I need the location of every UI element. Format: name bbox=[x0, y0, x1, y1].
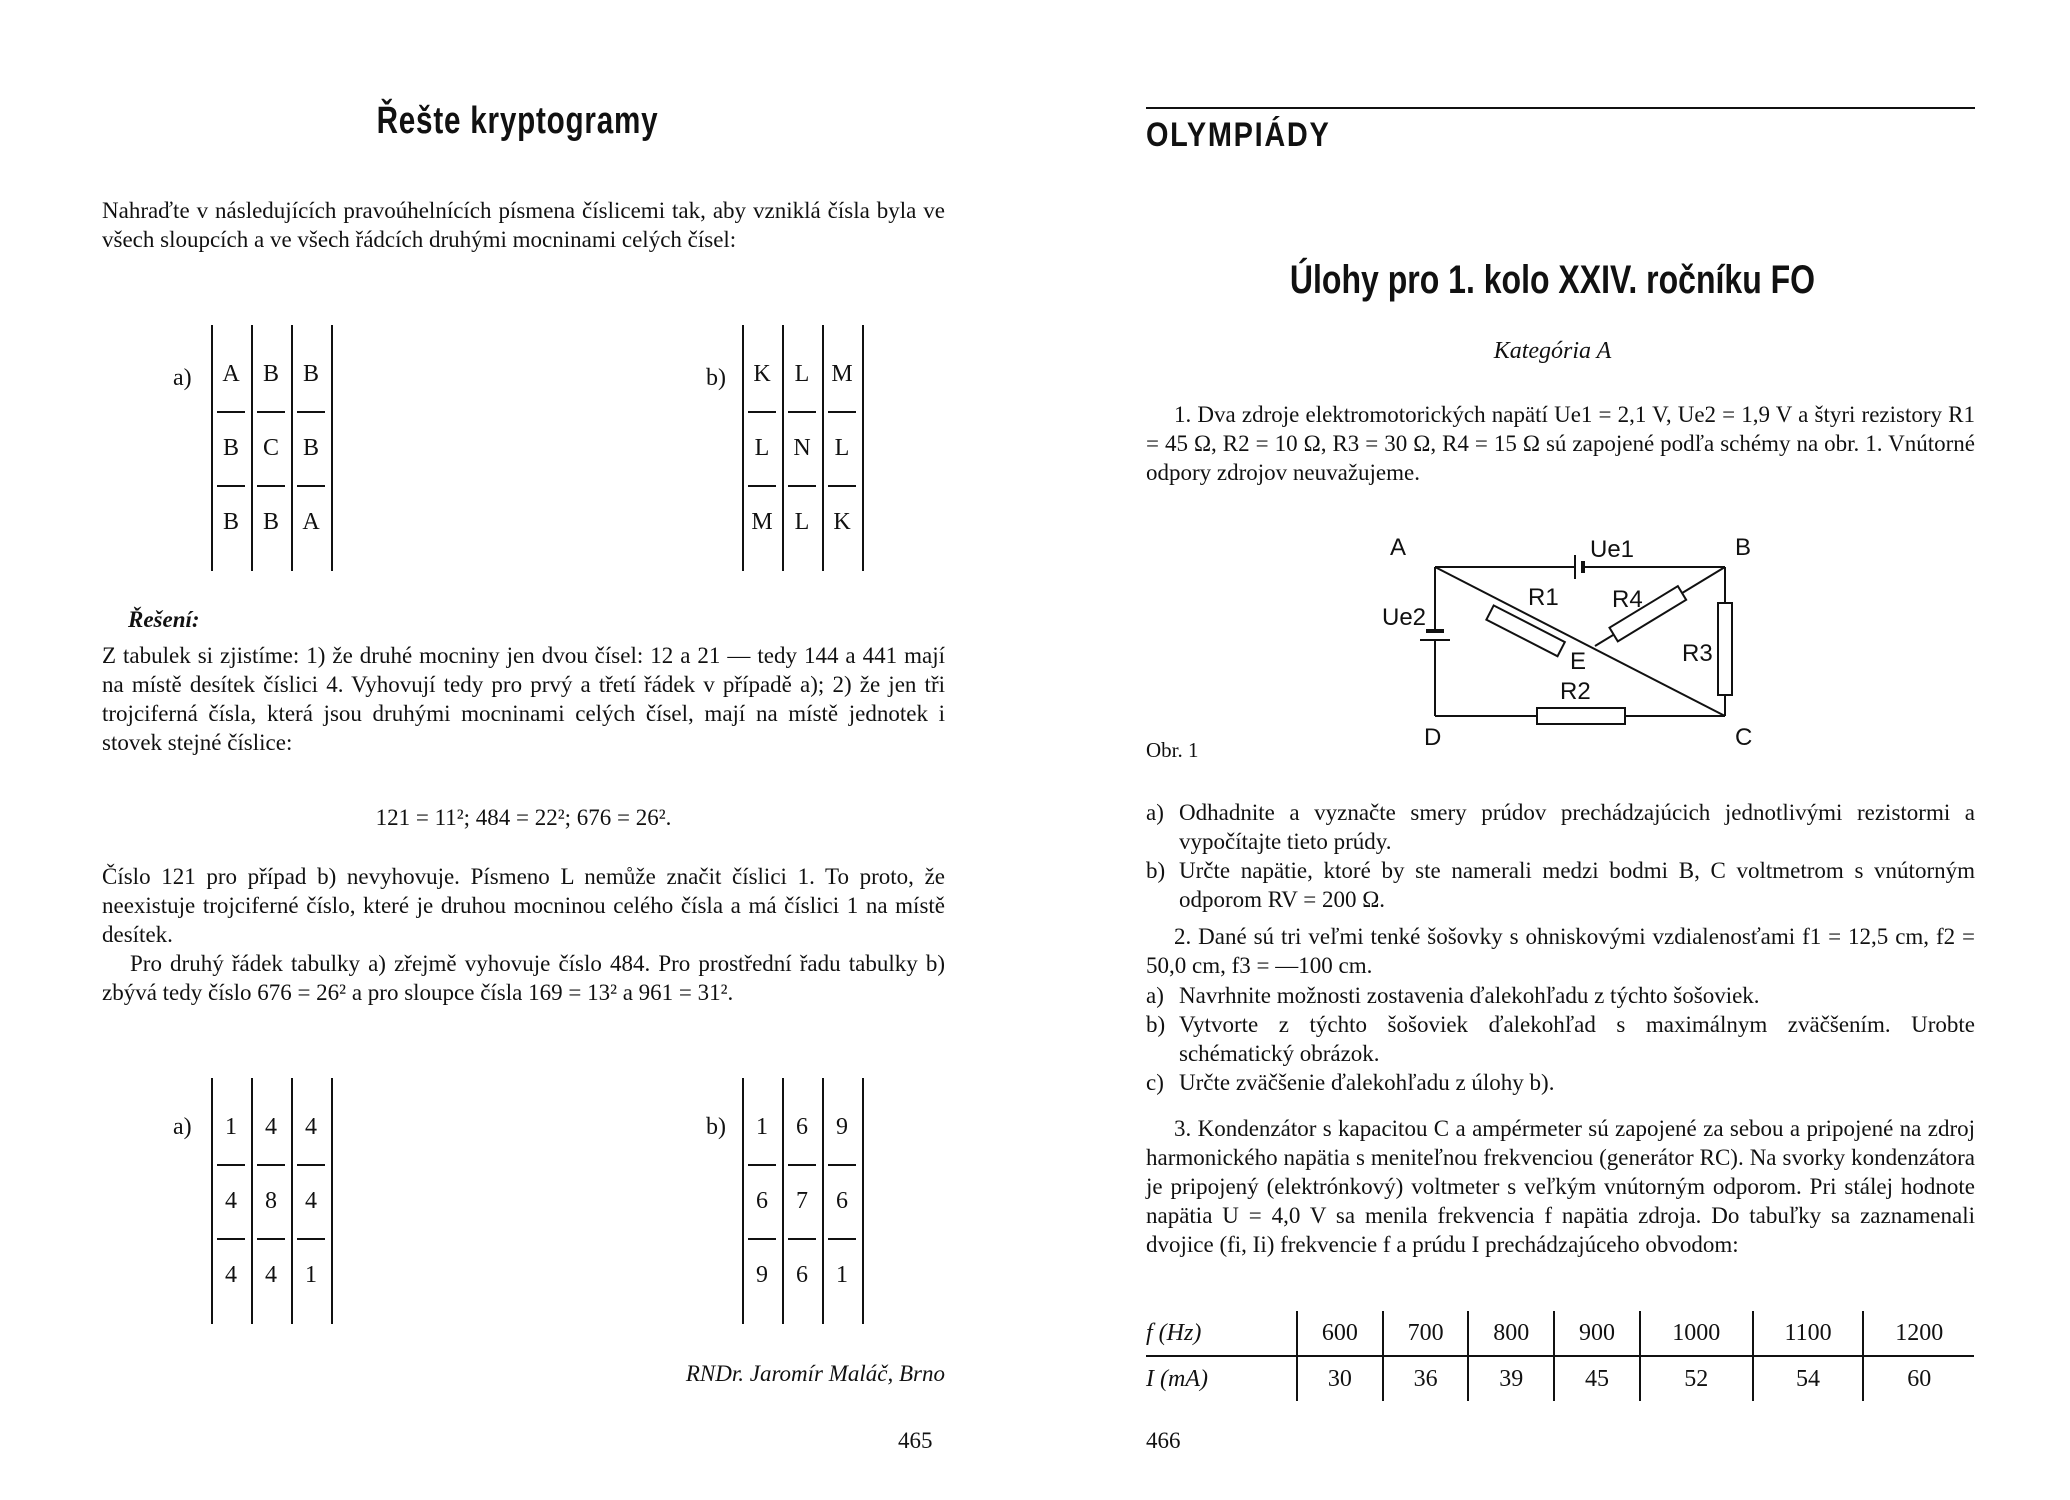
table-row-current bbox=[1146, 1356, 1974, 1401]
table-cell: 52 bbox=[1640, 1356, 1753, 1401]
solution-heading: Řešení: bbox=[128, 607, 200, 632]
circuit-diagram bbox=[1380, 535, 1760, 755]
grid-cell: L bbox=[794, 360, 810, 387]
grid-cell: 1 bbox=[756, 1113, 768, 1140]
task-2-a: a) Navrhnite možnosti zostavenia ďalekohľadu z týchto šošoviek. bbox=[1146, 983, 1760, 1008]
table-row-frequency bbox=[1146, 1311, 1974, 1356]
node-b-label: B bbox=[1735, 535, 1752, 561]
table-cell: 800 bbox=[1468, 1311, 1554, 1356]
grid-cell: K bbox=[753, 360, 771, 387]
grid-cell: 4 bbox=[265, 1113, 277, 1140]
grid-cell: 7 bbox=[796, 1187, 808, 1214]
grid-cell: N bbox=[793, 434, 811, 461]
grid-line bbox=[331, 325, 333, 571]
grid-cell: B bbox=[302, 434, 319, 461]
node-e-label: E bbox=[1570, 648, 1587, 675]
grid-cell: M bbox=[831, 360, 853, 387]
table-cell: 700 bbox=[1383, 1311, 1469, 1356]
grid-cell: A bbox=[222, 360, 240, 387]
task-2-c: c) Určte zväčšenie ďalekohľadu z úlohy b). bbox=[1146, 1070, 1555, 1095]
grid-cell: 1 bbox=[225, 1113, 237, 1140]
grid-cell: 4 bbox=[305, 1113, 317, 1140]
table-cell: 54 bbox=[1753, 1356, 1864, 1401]
grid-cell: B bbox=[222, 508, 239, 535]
grid-cell: 4 bbox=[265, 1261, 277, 1288]
current-header: I (mA) bbox=[1146, 1365, 1208, 1392]
figure-caption: Obr. 1 bbox=[1146, 738, 1199, 762]
answer-a-label: a) bbox=[173, 1114, 192, 1140]
grid-line bbox=[862, 1078, 864, 1324]
frequency-current-table bbox=[1146, 1311, 1974, 1401]
r1-label: R1 bbox=[1528, 584, 1559, 611]
task-2-text: 2. Dané sú tri veľmi tenké šošovky s ohniskovými vzdialenosťami f1 = 12,5 cm, f2 = 50,0 cm, f3 = —100 cm. bbox=[1146, 924, 1975, 978]
grid-cell: 4 bbox=[225, 1261, 237, 1288]
section-title: OLYMPIÁDY bbox=[1146, 116, 1331, 154]
grid-cell: B bbox=[222, 434, 239, 461]
grid-cell: 9 bbox=[836, 1113, 848, 1140]
page-number-right: 466 bbox=[1146, 1428, 1181, 1453]
table-cell: 30 bbox=[1297, 1356, 1383, 1401]
grid-cell: 6 bbox=[836, 1187, 848, 1214]
table-cell: 39 bbox=[1468, 1356, 1554, 1401]
author: RNDr. Jaromír Maláč, Brno bbox=[685, 1361, 945, 1386]
puzzle-a-label: a) bbox=[173, 365, 192, 391]
grid-cell: 1 bbox=[836, 1261, 848, 1288]
grid-cell: 4 bbox=[305, 1187, 317, 1214]
grid-cell: 6 bbox=[796, 1261, 808, 1288]
table-cell: 36 bbox=[1383, 1356, 1469, 1401]
table-cell: 60 bbox=[1863, 1356, 1974, 1401]
node-c-label: C bbox=[1735, 724, 1753, 751]
grid-line bbox=[862, 325, 864, 571]
grid-cell: 8 bbox=[265, 1187, 277, 1214]
grid-cell: A bbox=[302, 508, 320, 535]
left-page-title: Řešte kryptogramy bbox=[376, 100, 659, 142]
grid-cell: 6 bbox=[756, 1187, 768, 1214]
table-cell: 900 bbox=[1554, 1311, 1640, 1356]
grid-cell: 9 bbox=[756, 1261, 768, 1288]
r4-label: R4 bbox=[1612, 586, 1643, 613]
solution-paragraph-3: Pro druhý řádek tabulky a) zřejmě vyhovuje číslo 484. Pro prostřední řadu tabulky b) zbývá tedy číslo 676 = 26² a pro sloupce čísla 169 = 13² a 961 = 31². bbox=[102, 951, 945, 1005]
table-cell: 600 bbox=[1297, 1311, 1383, 1356]
page-number-left: 465 bbox=[898, 1428, 933, 1453]
solution-paragraph-2: Číslo 121 pro případ b) nevyhovuje. Písmeno L nemůže značit číslici 1. To proto, že neexistuje trojciferné číslo, které je druhou mocninou celého čísla a má číslici 1 na místě desítek. bbox=[102, 864, 945, 947]
task-2-b: b) Vytvorte z týchto šošoviek ďalekohľad s maximálnym zväčšením. Urobte schématický obrázok. bbox=[1146, 1012, 1975, 1066]
table-cell: 1000 bbox=[1640, 1311, 1753, 1356]
grid-cell: L bbox=[794, 508, 810, 535]
grid-cell: C bbox=[262, 434, 279, 461]
grid-cell: B bbox=[262, 360, 279, 387]
ue2-label: Ue2 bbox=[1382, 604, 1427, 631]
grid-cell: B bbox=[262, 508, 279, 535]
grid-cell: L bbox=[834, 434, 850, 461]
ue1-label: Ue1 bbox=[1590, 536, 1635, 563]
frequency-header: f (Hz) bbox=[1146, 1311, 1297, 1356]
grid-cell: 6 bbox=[796, 1113, 808, 1140]
grid-cell: K bbox=[833, 508, 851, 535]
task-1-text: 1. Dva zdroje elektromotorických napätí Ue1 = 2,1 V, Ue2 = 1,9 V a štyri rezistory R1 = 45 Ω, R2 = 10 Ω, R3 = 30 Ω, R4 = 15 Ω sú zapojené podľa schémy na obr. 1. Vnútorné odpory zdrojov neuvažujeme. bbox=[1146, 402, 1975, 485]
tasks-title: Úlohy pro 1. kolo XXIV. ročníku FO bbox=[1289, 258, 1816, 302]
solution-paragraph-1: Z tabulek si zjistíme: 1) že druhé mocniny jen dvou čísel: 12 a 21 — tedy 144 a 441 mají na místě desítek číslici 4. Vyhovují tedy pro prvý a třetí řádek v případě a); 2) že jen tři trojciferná čísla, která jsou druhými mocninami celých čísel, mají na místě jednotek i stovek stejné číslice: bbox=[102, 643, 945, 755]
task-1-b: b) Určte napätie, ktoré by ste namerali medzi bodmi B, C voltmetrom s vnútorným odporom RV = 200 Ω. bbox=[1146, 858, 1975, 912]
grid-cell: B bbox=[302, 360, 319, 387]
r3-label: R3 bbox=[1682, 640, 1713, 667]
squares-equation: 121 = 11²; 484 = 22²; 676 = 26². bbox=[375, 805, 672, 830]
header-rule bbox=[1146, 107, 1975, 109]
intro-paragraph: Nahraďte v následujících pravoúhelnících písmena číslicemi tak, aby vzniklá čísla byla ve všech sloupcích a ve všech řádcích druhými mocninami celých čísel: bbox=[102, 198, 945, 252]
table-cell: 45 bbox=[1554, 1356, 1640, 1401]
node-d-label: D bbox=[1424, 724, 1442, 751]
table-cell: 1100 bbox=[1753, 1311, 1864, 1356]
grid-cell: 4 bbox=[225, 1187, 237, 1214]
node-a-label: A bbox=[1390, 535, 1407, 561]
grid-line bbox=[331, 1078, 333, 1324]
category-label: Kategória A bbox=[1493, 338, 1612, 364]
task-3-text: 3. Kondenzátor s kapacitou C a ampérmeter sú zapojené za sebou a pripojené na zdroj harmonického napätia s meniteľnou frekvenciou (generátor RC). Na svorky kondenzátora je pripojený (elektrónkový) voltmeter s veľkým vnútorným odporom. Pri stálej hodnote napätia U = 4,0 V sa menila frekvencia f napätia zdroja. Do tabuľky sa zaznamenali dvojice (fi, Ii) frekvencie f a prúdu I prechádzajúceho obvodom: bbox=[1146, 1116, 1975, 1257]
grid-cell: M bbox=[751, 508, 773, 535]
grid-cell: 1 bbox=[305, 1261, 317, 1288]
r2-label: R2 bbox=[1560, 678, 1591, 705]
grid-cell: L bbox=[754, 434, 770, 461]
answer-b-label: b) bbox=[706, 1114, 726, 1140]
puzzle-b-label: b) bbox=[706, 365, 726, 391]
table-cell: 1200 bbox=[1863, 1311, 1974, 1356]
task-1-a: a) Odhadnite a vyznačte smery prúdov prechádzajúcich jednotlivými rezistormi a vypočítajte tieto prúdy. bbox=[1146, 800, 1975, 854]
